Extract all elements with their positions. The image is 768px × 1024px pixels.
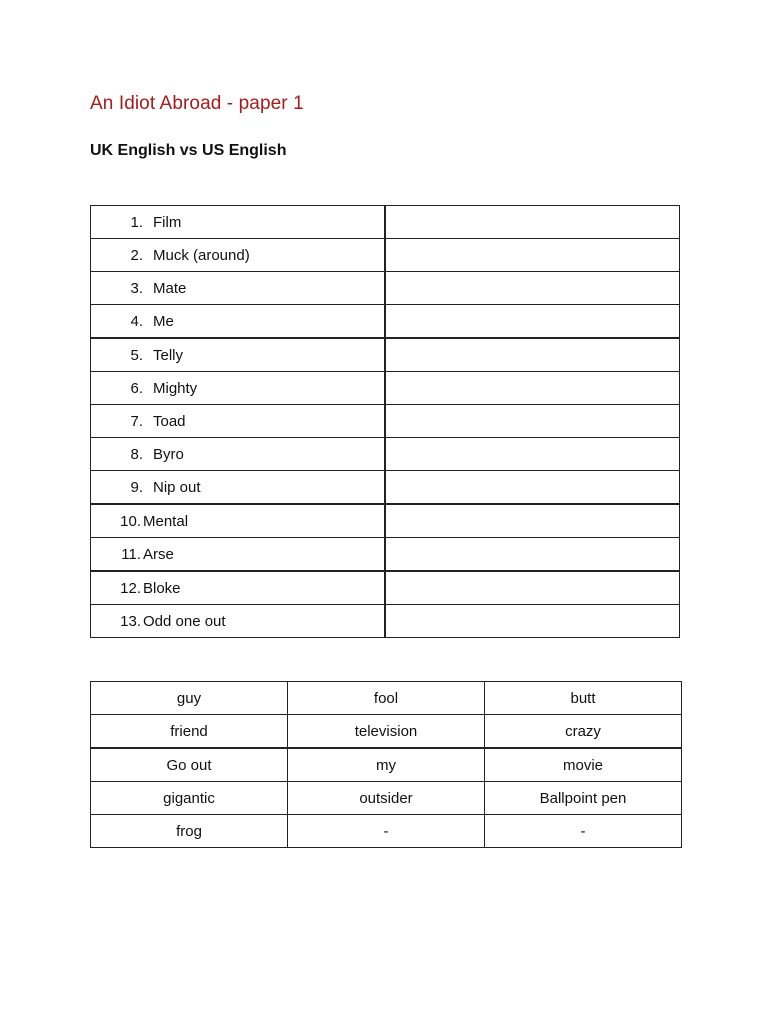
answer-cell[interactable]: [385, 239, 680, 272]
term-text: Nip out: [153, 478, 201, 496]
term-number: 8.: [130, 445, 143, 463]
table-row: [91, 272, 680, 305]
term-number: 11.: [121, 545, 141, 563]
word-cell: Go out: [91, 748, 288, 782]
table-row: [91, 605, 680, 638]
term-cell: [91, 471, 386, 505]
term-number: 2.: [130, 246, 143, 264]
word-cell: fool: [288, 682, 485, 715]
term-number: 5.: [130, 346, 143, 364]
answer-cell[interactable]: [385, 272, 680, 305]
answer-cell[interactable]: [385, 338, 680, 372]
answer-cell[interactable]: [385, 206, 680, 239]
term-cell: [91, 206, 386, 239]
term-number: 1.: [130, 213, 143, 231]
term-number: 10.: [120, 512, 141, 530]
term-cell: [91, 272, 386, 305]
term-text: Arse: [143, 545, 174, 563]
word-cell: -: [485, 815, 682, 848]
word-cell: frog: [91, 815, 288, 848]
term-text: Film: [153, 213, 182, 231]
word-cell: my: [288, 748, 485, 782]
table-row: [91, 715, 682, 749]
answer-cell[interactable]: [385, 605, 680, 638]
table-row: [91, 504, 680, 538]
table-row: [91, 682, 682, 715]
table-row: [91, 748, 682, 782]
term-cell: [91, 605, 386, 638]
terms-table: [90, 205, 680, 638]
table-row: [91, 372, 680, 405]
term-text: Byro: [153, 445, 184, 463]
term-text: Mighty: [153, 379, 198, 397]
answer-cell[interactable]: [385, 538, 680, 572]
page-subtitle: UK English vs US English: [90, 142, 287, 159]
table-row: [91, 239, 680, 272]
table-row: [91, 438, 680, 471]
term-cell: [91, 538, 386, 572]
answer-cell[interactable]: [385, 405, 680, 438]
term-cell: [91, 338, 386, 372]
word-cell: television: [288, 715, 485, 749]
word-cell: -: [288, 815, 485, 848]
term-number: 9.: [130, 478, 143, 496]
term-cell: [91, 571, 386, 605]
table-row: [91, 405, 680, 438]
term-cell: [91, 504, 386, 538]
answer-cell[interactable]: [385, 471, 680, 505]
table-row: [91, 538, 680, 572]
word-cell: butt: [485, 682, 682, 715]
answer-cell[interactable]: [385, 504, 680, 538]
term-text: Telly: [153, 346, 184, 364]
term-number: 13.: [120, 612, 141, 630]
term-text: Mental: [143, 512, 189, 530]
term-cell: [91, 239, 386, 272]
term-number: 12.: [120, 579, 141, 597]
table-row: [91, 571, 680, 605]
term-number: 7.: [130, 412, 143, 430]
term-cell: [91, 438, 386, 471]
term-cell: [91, 372, 386, 405]
word-cell: crazy: [485, 715, 682, 749]
answer-cell[interactable]: [385, 305, 680, 339]
word-bank-table: [90, 681, 682, 848]
answer-cell[interactable]: [385, 571, 680, 605]
word-cell: movie: [485, 748, 682, 782]
table-row: [91, 338, 680, 372]
term-number: 3.: [130, 279, 143, 297]
word-cell: gigantic: [91, 782, 288, 815]
term-cell: [91, 405, 386, 438]
word-cell: guy: [91, 682, 288, 715]
word-cell: Ballpoint pen: [485, 782, 682, 815]
term-text: Mate: [153, 279, 187, 297]
table-row: [91, 471, 680, 505]
answer-cell[interactable]: [385, 438, 680, 471]
page-title: An Idiot Abroad - paper 1: [90, 93, 304, 114]
table-row: [91, 305, 680, 339]
term-number: 6.: [130, 379, 143, 397]
term-text: Me: [153, 312, 174, 330]
word-cell: outsider: [288, 782, 485, 815]
term-text: Muck (around): [153, 246, 250, 264]
term-text: Toad: [153, 412, 186, 430]
term-text: Bloke: [143, 579, 181, 597]
term-text: Odd one out: [143, 612, 226, 630]
word-cell: friend: [91, 715, 288, 749]
term-cell: [91, 305, 386, 339]
term-number: 4.: [130, 312, 143, 330]
table-row: [91, 206, 680, 239]
table-row: [91, 815, 682, 848]
answer-cell[interactable]: [385, 372, 680, 405]
table-row: [91, 782, 682, 815]
